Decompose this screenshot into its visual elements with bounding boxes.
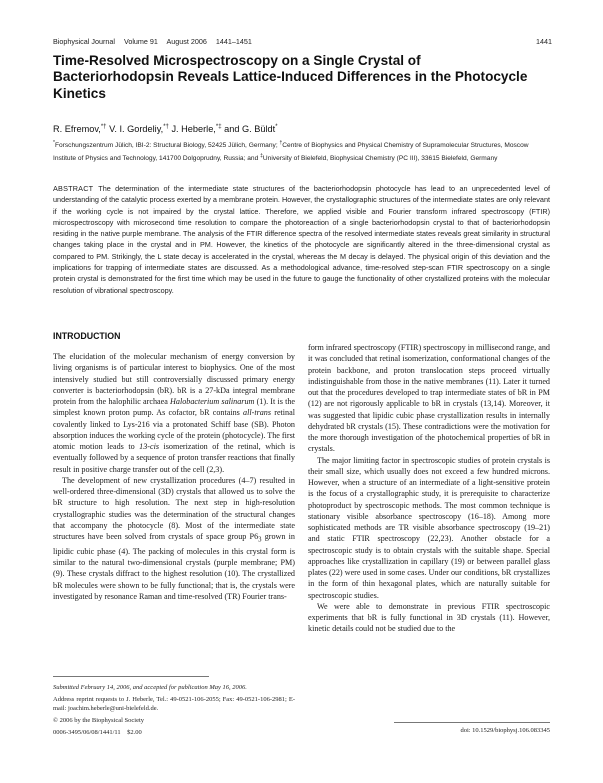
text-run: retinal covalently linked to Lys-216 via a protonated Schiff base (SB). Photon absorption induces the working cycle of the protein (photocycle). The first atomic motion leads to [53, 408, 295, 451]
body-column-left [53, 351, 295, 602]
abstract [53, 183, 550, 296]
running-header [53, 37, 552, 46]
paragraph: We were able to demonstrate in previous FTIR spectroscopic experiments that bR is fully functional in 3D crystals (11). However, kinetic details could not be studied due to the [308, 601, 550, 634]
subscript: 3 [258, 536, 262, 544]
article-title: Time-Resolved Microspectroscopy on a Single Crystal of Bacteriorhodopsin Reveals Lattice-Induced Differences in the Photocycle Kinetics [53, 53, 528, 101]
text-run: isomerization of the retinal, which is eventually followed by a sequence of proton transfer reactions that finally result in positive charge transfer out of the cell (2,3). [53, 442, 295, 474]
text-run: The development of new crystallization procedures (4–7) resulted in well-ordered three-dimensional (3D) crystals that allowed us to solve the bR structure to high resolution. The next step in high-resolution crystallographic studies was the determination of the structural changes that accompany the photocycle (8). Most of the intermediate state structures have been solved from crystals of space group P6 [53, 475, 295, 541]
text-run: grown in lipidic cubic phase (4). The packing of molecules in this crystal form is similar to the natural two-dimensional crystals (purple membrane; PM) (9). These crystals diffract to the highest resolution (10). The crystallized bR molecules were shown to be fully functional; that is, the crystals were investigated by resonance Raman and time-resolved (TR) Fourier trans- [53, 532, 295, 601]
page-number: 1441 [536, 37, 552, 46]
paragraph: The major limiting factor in spectroscopic studies of protein crystals is their small size, which usually does not exceed a few hundred microns. However, when a structure of an intermediate of a light-sensitive protein is the focus of a crystallographic study, it is prerequisite to characterize photoproduct by spectroscopic methods. The most common technique is stationary visible absorbance spectroscopy (16–18). Among more sophisticated methods are TR visible absorbance spectroscopy (19–21) and static FTIR spectroscopy (22,23). Another obstacle for a spectroscopic study is to obtain crystals with the suitable shape. Special approaches like crystallization in capillary (19) or between parallel glass plates (22) were used in some cases. Under our conditions, bR crystallizes in the form of thin hexagonal plates, which are naturally suitable for spectroscopic studies. [308, 455, 550, 600]
footnote-divider [53, 676, 209, 677]
author: V. I. Gordeliy, [109, 124, 164, 135]
affil-mark: † [279, 140, 283, 146]
affil-mark: * [53, 140, 55, 146]
species-name: Halobacterium salinarum [170, 397, 255, 406]
author-list [53, 124, 278, 134]
journal-volume: Volume 91 [123, 37, 158, 46]
paragraph: form infrared spectroscopy (FTIR) spectroscopy in millisecond range, and it was concluded that retinal isomerization, conformational changes of the protein backbone, and proton translocation steps proceed virtually indistinguishable from those in the native membranes (11). Later it turned out that the procedures developed to trap intermediate states of bR in PM (12) are not rigorously applicable to bR in crystals (13,14). Moreover, it was suggested that lipidic cubic phase crystallization results in internally dehydrated bR crystals (15). These contradictions were the motivation for the more thorough investigation of the photochemical properties of bR in crystals. [308, 343, 550, 454]
abstract-label: ABSTRACT [53, 184, 94, 193]
doi[interactable]: doi: 10.1529/biophysj.106.083345 [460, 727, 550, 734]
doi-divider [394, 722, 550, 723]
paragraph [53, 475, 295, 602]
author-marks: *‡ [215, 124, 222, 130]
italic-term: all-trans [243, 408, 272, 418]
author-marks: *† [100, 124, 107, 130]
text-run: (1). It is the simplest known proton pump. As cofactor, bR contains [53, 397, 295, 418]
author-marks: *† [163, 124, 169, 130]
journal-citation [53, 37, 259, 46]
affiliation-3: University of Bielefeld, Biophysical Chemistry (PC III), 33615 Bielefeld, Germany [262, 155, 498, 163]
affiliation-1: Forschungszentrum Jülich, IBI-2: Structural Biology, 52425 Jülich, Germany; [54, 142, 280, 150]
author: and G. Büldt [224, 124, 276, 135]
affiliation-2: Centre of Biophysics and Physical Chemistry of Supramolecular Structures, Moscow Institute of Physics and Technology, 141700 Dolgoprudny, Russia; and [53, 142, 529, 163]
copyright: © 2006 by the Biophysical Society [53, 716, 145, 724]
submission-dates: Submitted February 14, 2006, and accepted for publication May 16, 2006. [53, 684, 247, 691]
correspondence-address: Address reprint requests to J. Heberle, Tel.: 49-0521-106-2055; Fax: 49-0521-106-2981; E-mail: joachim.heberle@uni-bielefeld.de. [53, 695, 295, 712]
paragraph [53, 351, 295, 475]
journal-date: August 2006 [166, 37, 207, 46]
abstract-text: The determination of the intermediate state structures of the bacteriorhodopsin photocycle has lead to an unprecedented level of understanding of the catalytic process exerted by a membrane protein. However, the crystallographic structures of the intermediate states are only relevant if the working cycle is not impaired by the crystal lattice. Therefore, we applied visible and Fourier transform infrared spectroscopy (FTIR) microspectroscopy with microsecond time resolution to compare the photoreaction of a single bacteriorhodopsin crystal to that of bacteriorhodopsin residing in the native purple membrane. The analysis of the FTIR difference spectra of the resolved intermediate states reveals great similarity in structural changes taking place in the crystal and in PM. However, the kinetics of the photocycle are significantly altered in the three-dimensional crystal as compared to PM. Strikingly, the L state decay is accelerated in the crystal, whereas the M decay is delayed. The physical origin of this deviation and the implications for trapping of intermediate states are discussed. As a methodological advance, time-resolved step-scan FTIR spectroscopy on a single protein crystal is demonstrated for the first time which may be used in the future to gauge the functionality of other crystallized proteins with the molecular resolution of vibrational spectroscopy. [53, 184, 550, 295]
author-marks: * [275, 124, 278, 130]
issn-price: 0006-3495/06/08/1441/11 $2.00 [53, 728, 142, 736]
italic-term: 13-cis [139, 442, 160, 451]
journal-pages: 1441–1451 [215, 37, 252, 46]
footnotes [53, 683, 295, 739]
affiliations [53, 138, 553, 165]
author: R. Efremov, [53, 124, 101, 135]
affil-mark: ‡ [260, 153, 263, 160]
body-column-right [308, 342, 550, 635]
author: J. Heberle, [171, 124, 216, 135]
section-heading-introduction: INTRODUCTION [53, 331, 121, 341]
text-run: The elucidation of the molecular mechanism of energy conversion by living organisms is of particular interest to biophysics. One of the most intensively studied but still controversially discussed primary energy converter is bacteriorhodopsin (bR). bR is a 27-kDa integral membrane protein from the halophilic archaea [53, 352, 295, 406]
journal-name: Biophysical Journal [53, 37, 115, 46]
